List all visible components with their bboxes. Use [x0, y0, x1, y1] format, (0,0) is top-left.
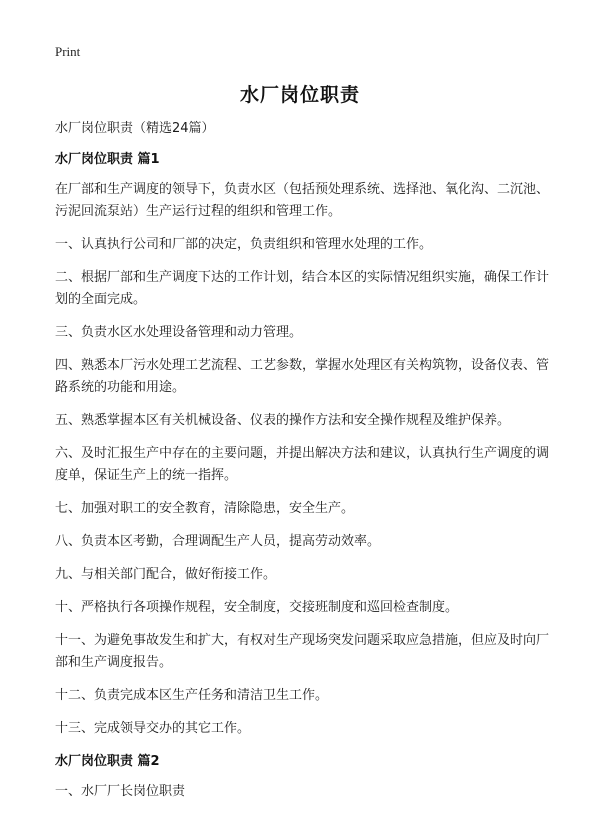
paragraph: 九、与相关部门配合，做好衔接工作。 [55, 567, 277, 582]
paragraph: 十二、负责完成本区生产任务和清洁卫生工作。 [55, 688, 329, 703]
paragraph: 十三、完成领导交办的其它工作。 [55, 721, 251, 736]
paragraph: 一、认真执行公司和厂部的决定，负责组织和管理水处理的工作。 [55, 237, 433, 252]
paragraph: 七、加强对职工的安全教育，清除隐患，安全生产。 [55, 501, 355, 516]
section-heading-1: 水厂岗位职责 篇1 [55, 152, 160, 167]
paragraph: 一、水厂厂长岗位职责 [55, 784, 186, 799]
print-label: Print [55, 44, 81, 59]
document-subtitle: 水厂岗位职责（精选24篇） [55, 121, 215, 136]
paragraph: 十、严格执行各项操作规程，安全制度，交接班制度和巡回检查制度。 [55, 600, 459, 615]
document-body [55, 118, 560, 814]
paragraph: 二、根据厂部和生产调度下达的工作计划，结合本区的实际情况组织实施，确保工作计划的全面完成。 [55, 270, 550, 307]
section-heading-2: 水厂岗位职责 篇2 [55, 754, 160, 769]
paragraph: 在厂部和生产调度的领导下，负责水区（包括预处理系统、选择池、氧化沟、二沉池、污泥回流泵站）生产运行过程的组织和管理工作。 [55, 182, 550, 219]
paragraph: 三、负责水区水处理设备管理和动力管理。 [55, 325, 303, 340]
document-title: 水厂岗位职责 [239, 84, 360, 106]
paragraph: 四、熟悉本厂污水处理工艺流程、工艺参数，掌握水处理区有关构筑物，设备仪表、管路系统的功能和用途。 [55, 358, 550, 395]
paragraph: 十一、为避免事故发生和扩大，有权对生产现场突发问题采取应急措施，但应及时向厂部和生产调度报告。 [55, 633, 550, 670]
paragraph: 五、熟悉掌握本区有关机械设备、仪表的操作方法和安全操作规程及维护保养。 [55, 413, 511, 428]
paragraph: 八、负责本区考勤，合理调配生产人员，提高劳动效率。 [55, 534, 381, 549]
paragraph: 六、及时汇报生产中存在的主要问题，并提出解决方法和建议，认真执行生产调度的调度单，保证生产上的统一指挥。 [55, 446, 550, 483]
